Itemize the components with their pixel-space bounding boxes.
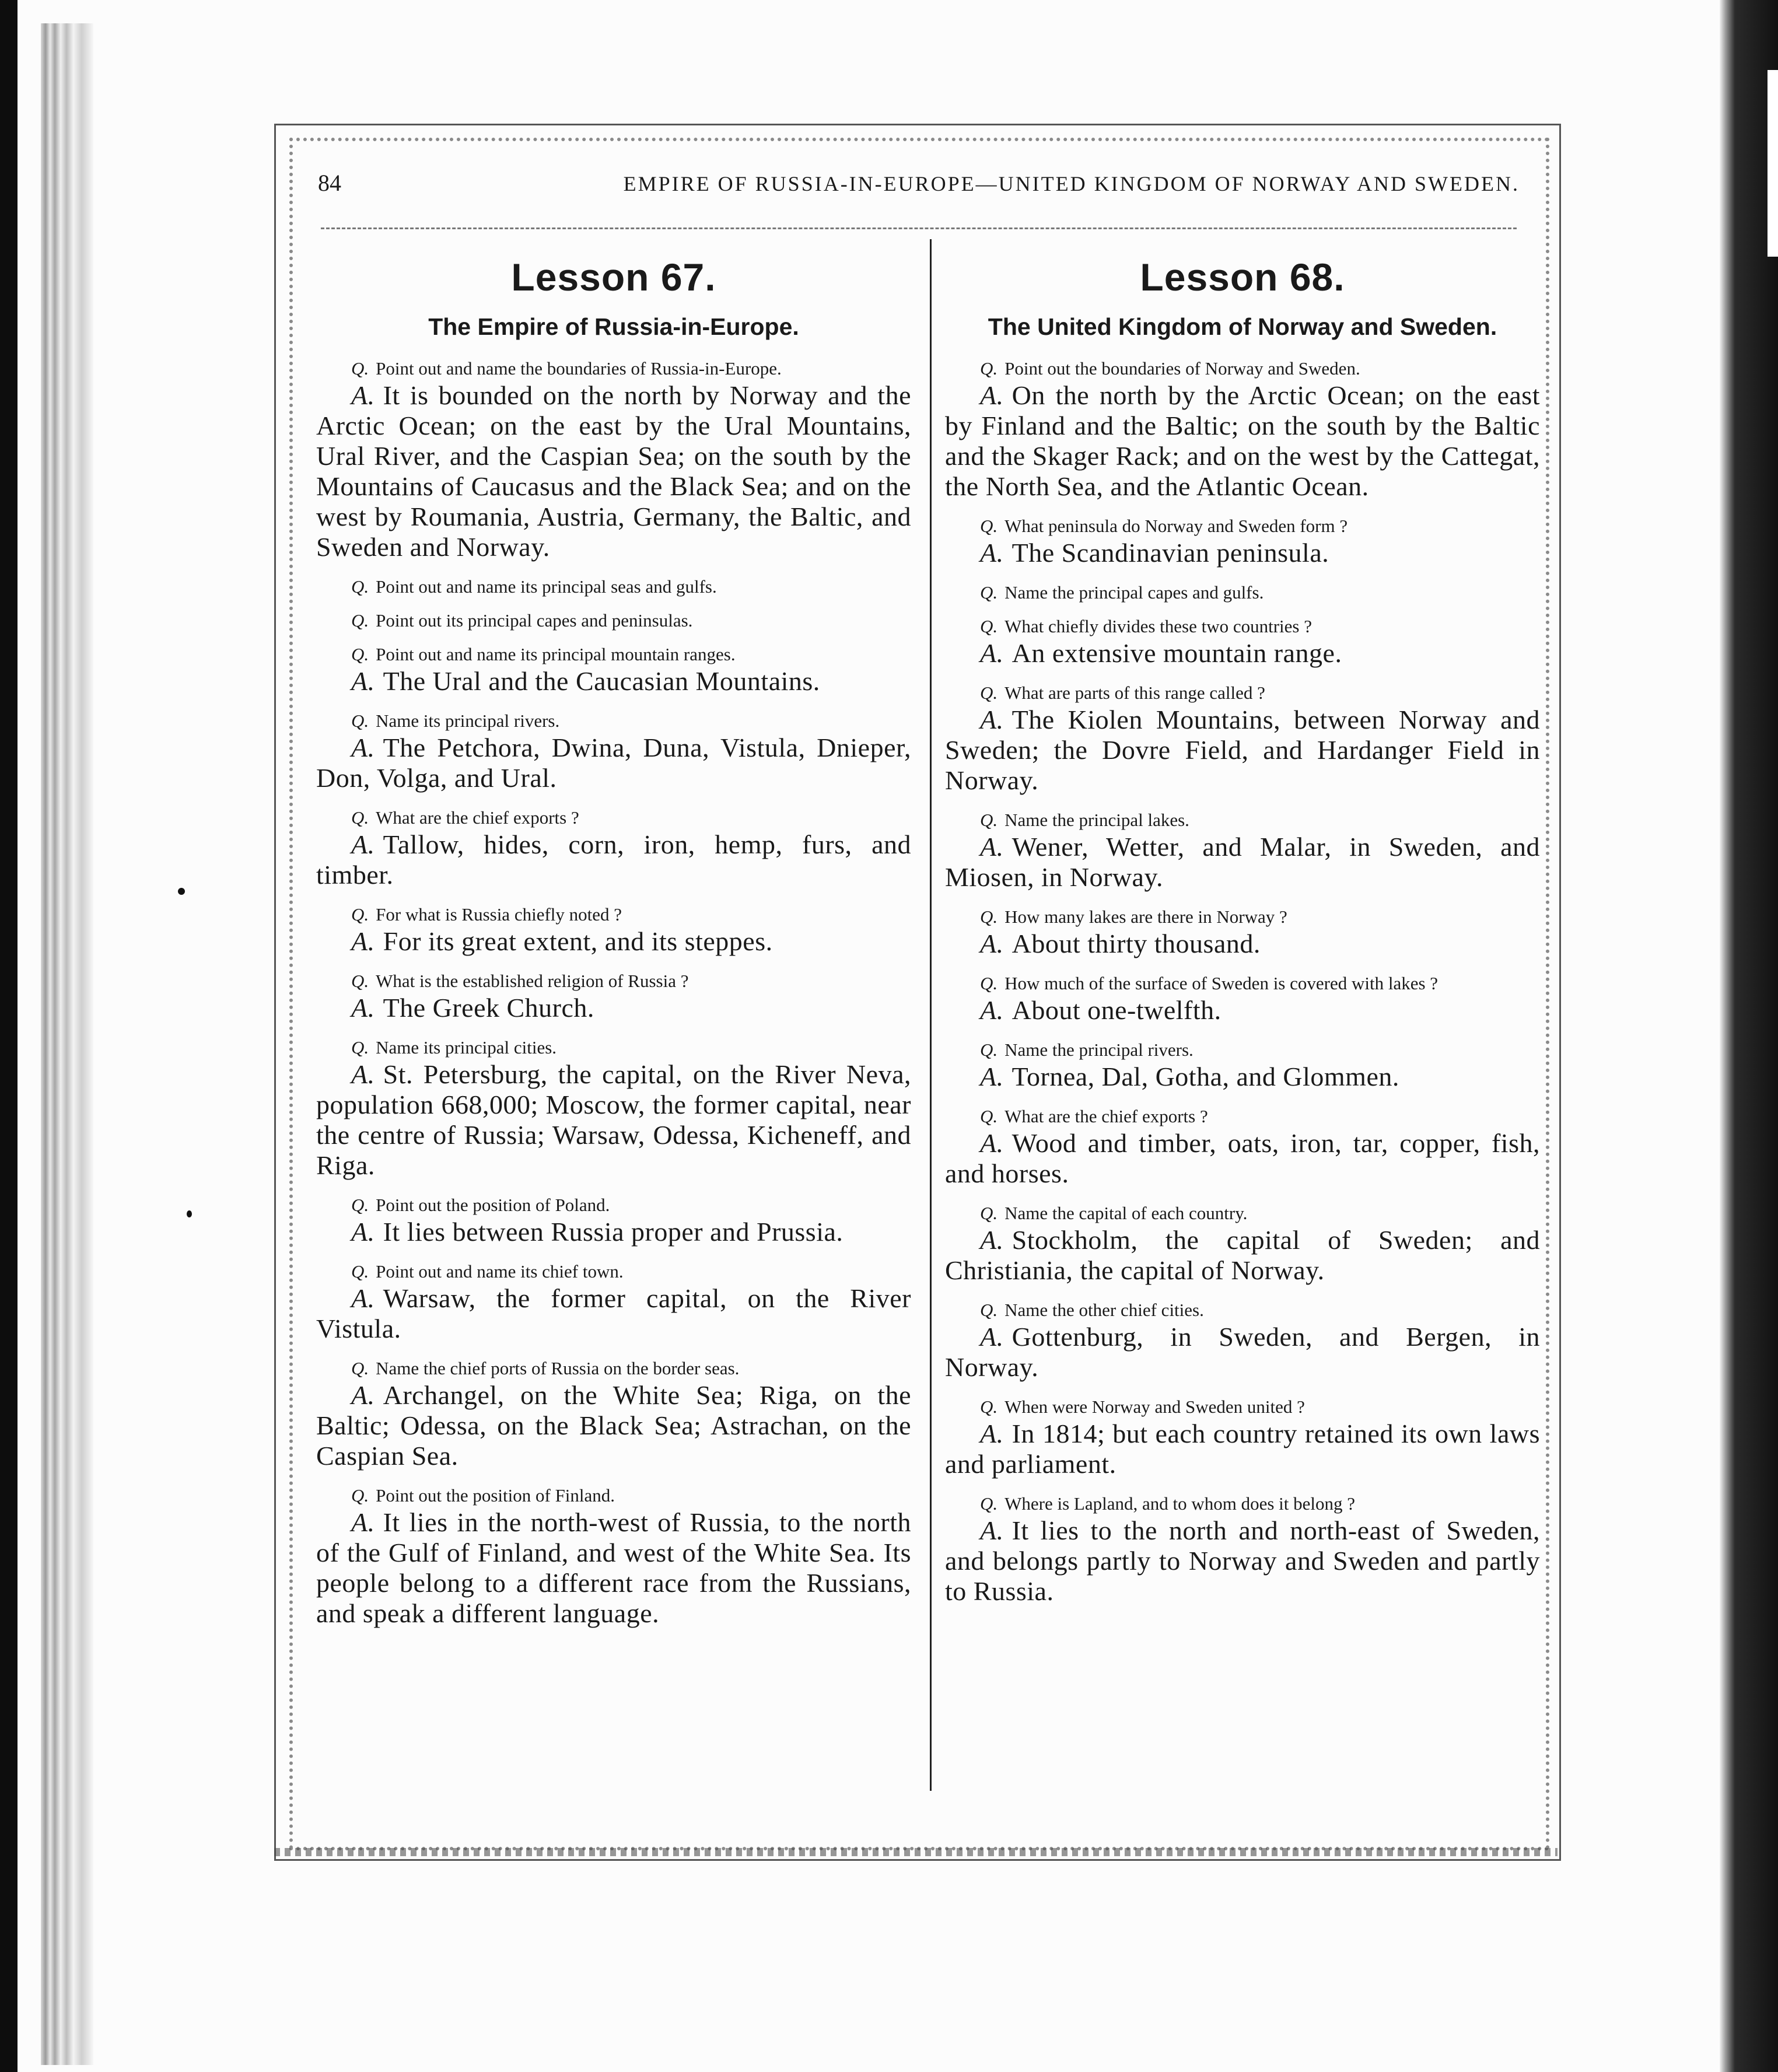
answer-label: A. — [980, 832, 1004, 862]
question — [945, 359, 1540, 378]
answer — [945, 929, 1540, 959]
answer-text: It lies in the north-west of Russia, to the north of the Gulf of Finland, and west of the White Sea. Its people belong to a different race from the Russians, and speak a different language. — [316, 1507, 911, 1628]
question-text: Name the principal rivers. — [1005, 1040, 1194, 1060]
question — [945, 974, 1540, 993]
question-text: What peninsula do Norway and Sweden form ? — [1005, 516, 1348, 536]
question — [945, 583, 1540, 602]
question-text: Point out and name its principal mountain ranges. — [376, 644, 736, 664]
answer-text: About one-twelfth. — [1012, 995, 1222, 1025]
answer-text: On the north by the Arctic Ocean; on the east by Finland and the Baltic; on the south by the Baltic and the Skager Rack; and on the west by the Cattegat, the North Sea, and the Atlantic Ocean. — [945, 380, 1540, 501]
question-text: How many lakes are there in Norway ? — [1005, 907, 1287, 927]
answer-text: Warsaw, the former capital, on the River Vistula. — [316, 1283, 911, 1343]
question-label: Q. — [351, 358, 369, 379]
question-label: Q. — [980, 1300, 998, 1320]
question — [316, 1038, 911, 1057]
question-text: When were Norway and Sweden united ? — [1005, 1396, 1305, 1417]
question-label: Q. — [980, 616, 998, 636]
answer-label: A. — [351, 380, 375, 410]
question-label: Q. — [351, 710, 369, 731]
answer — [316, 993, 911, 1023]
question — [945, 1204, 1540, 1223]
answer-text: The Scandinavian peninsula. — [1012, 538, 1329, 568]
question-label: Q. — [980, 682, 998, 703]
answer-label: A. — [980, 705, 1004, 734]
question-label: Q. — [980, 1203, 998, 1223]
question-label: Q. — [980, 516, 998, 536]
answer — [945, 705, 1540, 796]
scan-edge-left — [0, 0, 18, 2072]
answer-label: A. — [351, 993, 375, 1023]
answer — [316, 1507, 911, 1629]
lesson-67-title: Lesson 67. — [511, 256, 716, 299]
question — [316, 905, 911, 924]
question-text: Point out and name the boundaries of Russia-in-Europe. — [376, 358, 782, 379]
answer-text: For its great extent, and its steppes. — [383, 926, 773, 956]
answer — [316, 1217, 911, 1247]
question-label: Q. — [351, 644, 369, 664]
answer-label: A. — [980, 1062, 1004, 1091]
question-text: Point out and name its principal seas and gulfs. — [376, 576, 717, 597]
answer-text: The Greek Church. — [383, 993, 594, 1023]
lesson-68-column — [945, 245, 1540, 1606]
answer-label: A. — [351, 666, 375, 696]
running-head-title: EMPIRE OF RUSSIA-IN-EUROPE—UNITED KINGDOM OF NORWAY AND SWEDEN. — [623, 172, 1520, 195]
scan-edge-right-notch — [1768, 70, 1778, 257]
question-text: Name the chief ports of Russia on the border seas. — [376, 1358, 740, 1378]
answer-label: A. — [980, 380, 1004, 410]
answer-label: A. — [980, 538, 1004, 568]
answer-label: A. — [351, 1283, 375, 1313]
question — [316, 808, 911, 827]
question — [316, 578, 911, 596]
answer-text: St. Petersburg, the capital, on the River Neva, population 668,000; Moscow, the former capital, near the centre of Russia; Warsaw, Odessa, Kicheneff, and Riga. — [316, 1059, 911, 1180]
question-text: Point out its principal capes and peninsulas. — [376, 610, 693, 631]
answer-label: A. — [980, 1516, 1004, 1545]
question-label: Q. — [980, 1106, 998, 1126]
running-head — [318, 169, 1520, 204]
answer — [945, 1225, 1540, 1286]
question — [945, 1107, 1540, 1126]
answer-text: Stockholm, the capital of Sweden; and Christiania, the capital of Norway. — [945, 1225, 1540, 1285]
answer — [316, 733, 911, 793]
column-divider — [930, 239, 932, 1791]
answer-label: A. — [980, 1419, 1004, 1448]
answer-text: Tallow, hides, corn, iron, hemp, furs, and timber. — [316, 830, 911, 890]
answer — [945, 1062, 1540, 1092]
answer — [316, 666, 911, 696]
lesson-67-subtitle: The Empire of Russia-in-Europe. — [428, 313, 799, 340]
question-text: Name the capital of each country. — [1005, 1203, 1248, 1223]
answer-label: A. — [351, 1059, 375, 1089]
answer-label: A. — [351, 1507, 375, 1537]
question-text: What chiefly divides these two countries ? — [1005, 616, 1312, 636]
answer — [945, 538, 1540, 568]
question-text: Name the other chief cities. — [1005, 1300, 1204, 1320]
question — [945, 1494, 1540, 1513]
question-label: Q. — [980, 582, 998, 603]
answer-text: In 1814; but each country retained its own laws and parliament. — [945, 1419, 1540, 1479]
answer-label: A. — [980, 1225, 1004, 1255]
question — [945, 1041, 1540, 1059]
answer — [316, 1380, 911, 1471]
question — [316, 972, 911, 991]
answer-label: A. — [980, 995, 1004, 1025]
lesson-67-qa-list — [316, 359, 911, 1629]
question — [945, 1301, 1540, 1320]
lesson-68-title: Lesson 68. — [1140, 256, 1345, 299]
answer-text: Archangel, on the White Sea; Riga, on the Baltic; Odessa, on the Black Sea; Astrachan, on the Caspian Sea. — [316, 1380, 911, 1471]
question-label: Q. — [351, 1485, 369, 1506]
answer — [945, 1419, 1540, 1479]
answer — [945, 380, 1540, 502]
page-frame-bottom-ornament — [274, 1848, 1558, 1856]
question-text: Where is Lapland, and to whom does it belong ? — [1005, 1493, 1356, 1514]
answer-label: A. — [351, 830, 375, 859]
answer-label: A. — [351, 1217, 375, 1247]
question — [945, 811, 1540, 830]
lesson-67-column — [316, 245, 911, 1629]
answer-label: A. — [351, 926, 375, 956]
answer-text: Gottenburg, in Sweden, and Bergen, in Norway. — [945, 1322, 1540, 1382]
answer — [945, 1516, 1540, 1606]
question — [945, 908, 1540, 926]
question-text: Name its principal cities. — [376, 1037, 557, 1058]
question-text: Name its principal rivers. — [376, 710, 560, 731]
answer — [316, 830, 911, 890]
answer-label: A. — [980, 1322, 1004, 1352]
book-gutter — [41, 23, 93, 2065]
answer-text: The Ural and the Caucasian Mountains. — [383, 666, 820, 696]
question-label: Q. — [980, 1396, 998, 1417]
question — [945, 1398, 1540, 1416]
lesson-68-subtitle: The United Kingdom of Norway and Sweden. — [988, 313, 1497, 340]
question-label: Q. — [980, 973, 998, 993]
answer — [316, 926, 911, 957]
question — [316, 1262, 911, 1281]
question-text: Point out and name its chief town. — [376, 1261, 624, 1282]
answer-text: It lies to the north and north-east of Sweden, and belongs partly to Norway and Sweden and partly to Russia. — [945, 1516, 1540, 1606]
question — [316, 1486, 911, 1505]
answer-text: Wener, Wetter, and Malar, in Sweden, and Miosen, in Norway. — [945, 832, 1540, 892]
question — [316, 1196, 911, 1214]
answer — [945, 832, 1540, 892]
question-label: Q. — [351, 1358, 369, 1378]
question — [945, 617, 1540, 636]
question-text: Point out the boundaries of Norway and Sweden. — [1005, 358, 1360, 379]
page-number: 84 — [318, 170, 341, 196]
question-text: What is the established religion of Russia ? — [376, 971, 689, 991]
question — [316, 712, 911, 730]
answer-text: Tornea, Dal, Gotha, and Glommen. — [1012, 1062, 1399, 1091]
question-text: Point out the position of Poland. — [376, 1195, 610, 1215]
question-text: Name the principal capes and gulfs. — [1005, 582, 1264, 603]
scan-speck — [187, 1210, 192, 1217]
question-label: Q. — [351, 1037, 369, 1058]
question — [316, 1359, 911, 1378]
answer-label: A. — [351, 1380, 375, 1410]
answer — [316, 1059, 911, 1181]
question-label: Q. — [980, 358, 998, 379]
answer-label: A. — [351, 733, 375, 762]
question-label: Q. — [980, 907, 998, 927]
answer-text: About thirty thousand. — [1012, 929, 1261, 958]
scan-edge-right — [1720, 0, 1778, 2072]
question — [316, 359, 911, 378]
answer — [945, 995, 1540, 1026]
question-label: Q. — [351, 904, 369, 925]
question-label: Q. — [351, 576, 369, 597]
question — [316, 611, 911, 630]
answer — [945, 638, 1540, 668]
lesson-68-qa-list — [945, 359, 1540, 1606]
question-label: Q. — [351, 807, 369, 828]
answer-label: A. — [980, 638, 1004, 668]
answer-text: The Petchora, Dwina, Duna, Vistula, Dnieper, Don, Volga, and Ural. — [316, 733, 911, 793]
question-text: Name the principal lakes. — [1005, 810, 1189, 830]
question-label: Q. — [351, 1261, 369, 1282]
answer — [945, 1128, 1540, 1189]
question-text: How much of the surface of Sweden is covered with lakes ? — [1005, 973, 1438, 993]
question-text: What are parts of this range called ? — [1005, 682, 1265, 703]
answer-text: The Kiolen Mountains, between Norway and Sweden; the Dovre Field, and Hardanger Field in Norway. — [945, 705, 1540, 795]
answer-text: It is bounded on the north by Norway and the Arctic Ocean; on the east by the Ural Mountains, Ural River, and the Caspian Sea; on the south by the Mountains of Caucasus and the Black Sea; and on the west by Roumania, Austria, Germany, the Baltic, and Sweden and Norway. — [316, 380, 911, 562]
answer-text: An extensive mountain range. — [1012, 638, 1342, 668]
answer — [316, 1283, 911, 1344]
question-label: Q. — [980, 810, 998, 830]
question-label: Q. — [351, 610, 369, 631]
question-label: Q. — [980, 1040, 998, 1060]
answer — [945, 1322, 1540, 1382]
question-text: What are the chief exports ? — [1005, 1106, 1208, 1126]
answer-label: A. — [980, 1128, 1004, 1158]
question — [316, 645, 911, 664]
answer-text: It lies between Russia proper and Prussia. — [383, 1217, 844, 1247]
question-text: What are the chief exports ? — [376, 807, 579, 828]
answer-text: Wood and timber, oats, iron, tar, copper, fish, and horses. — [945, 1128, 1540, 1188]
question-label: Q. — [351, 971, 369, 991]
scan-speck — [178, 888, 185, 895]
question-label: Q. — [351, 1195, 369, 1215]
running-head-rule — [321, 228, 1517, 229]
question — [945, 684, 1540, 702]
question — [945, 517, 1540, 536]
question-text: Point out the position of Finland. — [376, 1485, 615, 1506]
answer-label: A. — [980, 929, 1004, 958]
question-text: For what is Russia chiefly noted ? — [376, 904, 622, 925]
answer — [316, 380, 911, 562]
question-label: Q. — [980, 1493, 998, 1514]
